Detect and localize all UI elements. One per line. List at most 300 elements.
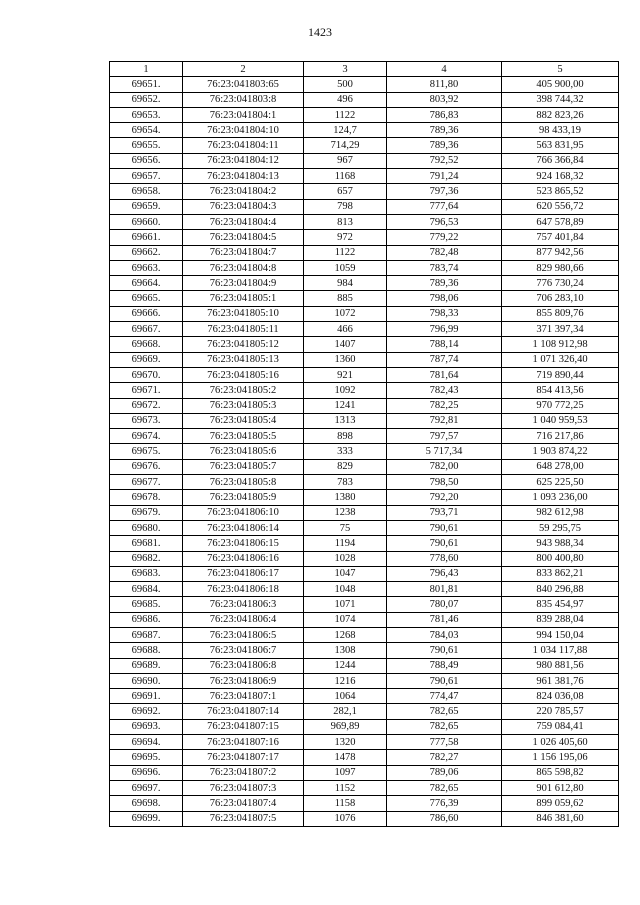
- value-cell: 220 785,57: [502, 704, 619, 719]
- area-cell: 783: [304, 475, 387, 490]
- table-row: [110, 780, 619, 795]
- cadastral-number-cell: 76:23:041806:9: [183, 673, 304, 688]
- cadastral-number-cell: 76:23:041804:4: [183, 214, 304, 229]
- column-header: 1: [110, 62, 183, 77]
- table-row: [110, 536, 619, 551]
- cadastral-number-cell: 76:23:041805:7: [183, 459, 304, 474]
- rate-cell: 789,06: [387, 765, 502, 780]
- table-row: [110, 184, 619, 199]
- rate-cell: 779,22: [387, 230, 502, 245]
- row-number-cell: 69658.: [110, 184, 183, 199]
- row-number-cell: 69691.: [110, 689, 183, 704]
- row-number-cell: 69690.: [110, 673, 183, 688]
- cadastral-number-cell: 76:23:041806:3: [183, 597, 304, 612]
- row-number-cell: 69661.: [110, 230, 183, 245]
- value-cell: 648 278,00: [502, 459, 619, 474]
- cadastral-number-cell: 76:23:041805:1: [183, 291, 304, 306]
- table-row: [110, 735, 619, 750]
- value-cell: 829 980,66: [502, 260, 619, 275]
- rate-cell: 782,27: [387, 750, 502, 765]
- cadastral-number-cell: 76:23:041803:65: [183, 77, 304, 92]
- table-row: [110, 306, 619, 321]
- row-number-cell: 69665.: [110, 291, 183, 306]
- rate-cell: 777,58: [387, 735, 502, 750]
- cadastral-number-cell: 76:23:041806:5: [183, 627, 304, 642]
- table-row: [110, 444, 619, 459]
- table-row: [110, 459, 619, 474]
- table-row: [110, 107, 619, 122]
- rate-cell: 784,03: [387, 627, 502, 642]
- cadastral-number-cell: 76:23:041804:10: [183, 123, 304, 138]
- row-number-cell: 69674.: [110, 429, 183, 444]
- value-cell: 839 288,04: [502, 612, 619, 627]
- area-cell: 714,29: [304, 138, 387, 153]
- area-cell: 1152: [304, 780, 387, 795]
- table-row: [110, 291, 619, 306]
- cadastral-number-cell: 76:23:041805:4: [183, 413, 304, 428]
- row-number-cell: 69693.: [110, 719, 183, 734]
- value-cell: 855 809,76: [502, 306, 619, 321]
- row-number-cell: 69653.: [110, 107, 183, 122]
- area-cell: 1158: [304, 796, 387, 811]
- row-number-cell: 69663.: [110, 260, 183, 275]
- area-cell: 1048: [304, 582, 387, 597]
- row-number-cell: 69652.: [110, 92, 183, 107]
- table-row: [110, 643, 619, 658]
- table-row: [110, 77, 619, 92]
- table-row: [110, 796, 619, 811]
- area-cell: 984: [304, 276, 387, 291]
- cadastral-number-cell: 76:23:041805:12: [183, 337, 304, 352]
- rate-cell: 777,64: [387, 199, 502, 214]
- table-row: [110, 429, 619, 444]
- rate-cell: 789,36: [387, 123, 502, 138]
- row-number-cell: 69684.: [110, 582, 183, 597]
- rate-cell: 797,36: [387, 184, 502, 199]
- table-row: [110, 475, 619, 490]
- row-number-cell: 69672.: [110, 398, 183, 413]
- cadastral-number-cell: 76:23:041805:11: [183, 322, 304, 337]
- rate-cell: 811,80: [387, 77, 502, 92]
- table-row: [110, 367, 619, 382]
- area-cell: 124,7: [304, 123, 387, 138]
- rate-cell: 792,81: [387, 413, 502, 428]
- table-row: [110, 765, 619, 780]
- table-row: [110, 260, 619, 275]
- value-cell: 620 556,72: [502, 199, 619, 214]
- area-cell: 1047: [304, 566, 387, 581]
- cadastral-number-cell: 76:23:041805:5: [183, 429, 304, 444]
- rate-cell: 790,61: [387, 520, 502, 535]
- table-row: [110, 214, 619, 229]
- value-cell: 1 040 959,53: [502, 413, 619, 428]
- value-cell: 840 296,88: [502, 582, 619, 597]
- cadastral-number-cell: 76:23:041806:15: [183, 536, 304, 551]
- area-cell: 1072: [304, 306, 387, 321]
- value-cell: 835 454,97: [502, 597, 619, 612]
- rate-cell: 801,81: [387, 582, 502, 597]
- area-cell: 1308: [304, 643, 387, 658]
- table-row: [110, 704, 619, 719]
- value-cell: 716 217,86: [502, 429, 619, 444]
- value-cell: 901 612,80: [502, 780, 619, 795]
- table-header-row: [110, 62, 619, 77]
- value-cell: 899 059,62: [502, 796, 619, 811]
- row-number-cell: 69651.: [110, 77, 183, 92]
- area-cell: 1097: [304, 765, 387, 780]
- area-cell: 813: [304, 214, 387, 229]
- cadastral-number-cell: 76:23:041804:2: [183, 184, 304, 199]
- rate-cell: 790,61: [387, 536, 502, 551]
- table-row: [110, 750, 619, 765]
- area-cell: 1380: [304, 490, 387, 505]
- column-header: 3: [304, 62, 387, 77]
- value-cell: 1 034 117,88: [502, 643, 619, 658]
- cadastral-number-cell: 76:23:041807:17: [183, 750, 304, 765]
- value-cell: 833 862,21: [502, 566, 619, 581]
- row-number-cell: 69666.: [110, 306, 183, 321]
- value-cell: 882 823,26: [502, 107, 619, 122]
- table-row: [110, 337, 619, 352]
- rate-cell: 797,57: [387, 429, 502, 444]
- value-cell: 1 903 874,22: [502, 444, 619, 459]
- value-cell: 766 366,84: [502, 153, 619, 168]
- cadastral-number-cell: 76:23:041807:3: [183, 780, 304, 795]
- row-number-cell: 69670.: [110, 367, 183, 382]
- table-row: [110, 597, 619, 612]
- area-cell: 1216: [304, 673, 387, 688]
- rate-cell: 787,74: [387, 352, 502, 367]
- value-cell: 854 413,56: [502, 383, 619, 398]
- rate-cell: 803,92: [387, 92, 502, 107]
- column-header: 5: [502, 62, 619, 77]
- rate-cell: 788,49: [387, 658, 502, 673]
- area-cell: 1478: [304, 750, 387, 765]
- value-cell: 371 397,34: [502, 322, 619, 337]
- row-number-cell: 69660.: [110, 214, 183, 229]
- row-number-cell: 69675.: [110, 444, 183, 459]
- area-cell: 282,1: [304, 704, 387, 719]
- row-number-cell: 69682.: [110, 551, 183, 566]
- area-cell: 1238: [304, 505, 387, 520]
- row-number-cell: 69655.: [110, 138, 183, 153]
- row-number-cell: 69694.: [110, 735, 183, 750]
- data-table: [109, 61, 619, 827]
- area-cell: 1071: [304, 597, 387, 612]
- value-cell: 846 381,60: [502, 811, 619, 826]
- table-row: [110, 230, 619, 245]
- area-cell: 1092: [304, 383, 387, 398]
- rate-cell: 788,14: [387, 337, 502, 352]
- cadastral-number-cell: 76:23:041806:4: [183, 612, 304, 627]
- row-number-cell: 69667.: [110, 322, 183, 337]
- table-row: [110, 658, 619, 673]
- rate-cell: 780,07: [387, 597, 502, 612]
- row-number-cell: 69657.: [110, 169, 183, 184]
- area-cell: 1076: [304, 811, 387, 826]
- table-row: [110, 505, 619, 520]
- value-cell: 994 150,04: [502, 627, 619, 642]
- rate-cell: 790,61: [387, 673, 502, 688]
- table-row: [110, 673, 619, 688]
- value-cell: 970 772,25: [502, 398, 619, 413]
- rate-cell: 796,53: [387, 214, 502, 229]
- table-row: [110, 322, 619, 337]
- area-cell: 466: [304, 322, 387, 337]
- cadastral-number-cell: 76:23:041805:10: [183, 306, 304, 321]
- area-cell: 1244: [304, 658, 387, 673]
- rate-cell: 782,65: [387, 780, 502, 795]
- column-header: 2: [183, 62, 304, 77]
- row-number-cell: 69677.: [110, 475, 183, 490]
- cadastral-number-cell: 76:23:041805:9: [183, 490, 304, 505]
- cadastral-number-cell: 76:23:041804:9: [183, 276, 304, 291]
- row-number-cell: 69692.: [110, 704, 183, 719]
- cadastral-number-cell: 76:23:041806:18: [183, 582, 304, 597]
- value-cell: 1 108 912,98: [502, 337, 619, 352]
- value-cell: 877 942,56: [502, 245, 619, 260]
- row-number-cell: 69697.: [110, 780, 183, 795]
- area-cell: 1241: [304, 398, 387, 413]
- area-cell: 657: [304, 184, 387, 199]
- table-row: [110, 352, 619, 367]
- area-cell: 921: [304, 367, 387, 382]
- value-cell: 1 156 195,06: [502, 750, 619, 765]
- rate-cell: 789,36: [387, 138, 502, 153]
- cadastral-number-cell: 76:23:041805:16: [183, 367, 304, 382]
- row-number-cell: 69683.: [110, 566, 183, 581]
- table-row: [110, 413, 619, 428]
- table-row: [110, 520, 619, 535]
- value-cell: 943 988,34: [502, 536, 619, 551]
- value-cell: 706 283,10: [502, 291, 619, 306]
- page-number: 1423: [308, 25, 332, 39]
- value-cell: 523 865,52: [502, 184, 619, 199]
- rate-cell: 798,33: [387, 306, 502, 321]
- value-cell: 759 084,41: [502, 719, 619, 734]
- area-cell: 972: [304, 230, 387, 245]
- table-row: [110, 612, 619, 627]
- table-row: [110, 566, 619, 581]
- column-header: 4: [387, 62, 502, 77]
- cadastral-number-cell: 76:23:041805:3: [183, 398, 304, 413]
- area-cell: 969,89: [304, 719, 387, 734]
- value-cell: 824 036,08: [502, 689, 619, 704]
- table-row: [110, 169, 619, 184]
- area-cell: 496: [304, 92, 387, 107]
- table-row: [110, 123, 619, 138]
- row-number-cell: 69676.: [110, 459, 183, 474]
- rate-cell: 782,00: [387, 459, 502, 474]
- area-cell: 898: [304, 429, 387, 444]
- value-cell: 865 598,82: [502, 765, 619, 780]
- table-row: [110, 276, 619, 291]
- rate-cell: 776,39: [387, 796, 502, 811]
- row-number-cell: 69695.: [110, 750, 183, 765]
- rate-cell: 782,65: [387, 704, 502, 719]
- rate-cell: 798,50: [387, 475, 502, 490]
- area-cell: 1320: [304, 735, 387, 750]
- table-row: [110, 153, 619, 168]
- cadastral-number-cell: 76:23:041807:1: [183, 689, 304, 704]
- value-cell: 719 890,44: [502, 367, 619, 382]
- row-number-cell: 69662.: [110, 245, 183, 260]
- row-number-cell: 69696.: [110, 765, 183, 780]
- table-body: [110, 77, 619, 827]
- row-number-cell: 69699.: [110, 811, 183, 826]
- row-number-cell: 69698.: [110, 796, 183, 811]
- cadastral-number-cell: 76:23:041804:8: [183, 260, 304, 275]
- area-cell: 1313: [304, 413, 387, 428]
- row-number-cell: 69654.: [110, 123, 183, 138]
- row-number-cell: 69685.: [110, 597, 183, 612]
- row-number-cell: 69689.: [110, 658, 183, 673]
- area-cell: 1059: [304, 260, 387, 275]
- area-cell: 1360: [304, 352, 387, 367]
- cadastral-number-cell: 76:23:041805:13: [183, 352, 304, 367]
- cadastral-number-cell: 76:23:041805:2: [183, 383, 304, 398]
- table-row: [110, 245, 619, 260]
- cadastral-number-cell: 76:23:041807:15: [183, 719, 304, 734]
- rate-cell: 790,61: [387, 643, 502, 658]
- row-number-cell: 69678.: [110, 490, 183, 505]
- value-cell: 757 401,84: [502, 230, 619, 245]
- area-cell: 333: [304, 444, 387, 459]
- value-cell: 98 433,19: [502, 123, 619, 138]
- table-row: [110, 383, 619, 398]
- row-number-cell: 69659.: [110, 199, 183, 214]
- value-cell: 647 578,89: [502, 214, 619, 229]
- table-row: [110, 627, 619, 642]
- table-row: [110, 490, 619, 505]
- row-number-cell: 69664.: [110, 276, 183, 291]
- value-cell: 398 744,32: [502, 92, 619, 107]
- rate-cell: 786,83: [387, 107, 502, 122]
- value-cell: 625 225,50: [502, 475, 619, 490]
- value-cell: 800 400,80: [502, 551, 619, 566]
- row-number-cell: 69687.: [110, 627, 183, 642]
- area-cell: 1122: [304, 245, 387, 260]
- cadastral-number-cell: 76:23:041804:5: [183, 230, 304, 245]
- rate-cell: 781,64: [387, 367, 502, 382]
- row-number-cell: 69656.: [110, 153, 183, 168]
- value-cell: 1 093 236,00: [502, 490, 619, 505]
- area-cell: 1407: [304, 337, 387, 352]
- cadastral-number-cell: 76:23:041806:10: [183, 505, 304, 520]
- area-cell: 1122: [304, 107, 387, 122]
- cadastral-number-cell: 76:23:041803:8: [183, 92, 304, 107]
- cadastral-number-cell: 76:23:041804:13: [183, 169, 304, 184]
- rate-cell: 792,52: [387, 153, 502, 168]
- area-cell: 500: [304, 77, 387, 92]
- cadastral-number-cell: 76:23:041807:16: [183, 735, 304, 750]
- cadastral-number-cell: 76:23:041806:16: [183, 551, 304, 566]
- cadastral-number-cell: 76:23:041807:14: [183, 704, 304, 719]
- rate-cell: 793,71: [387, 505, 502, 520]
- cadastral-number-cell: 76:23:041804:12: [183, 153, 304, 168]
- row-number-cell: 69686.: [110, 612, 183, 627]
- rate-cell: 783,74: [387, 260, 502, 275]
- table-row: [110, 92, 619, 107]
- cadastral-number-cell: 76:23:041807:2: [183, 765, 304, 780]
- value-cell: 924 168,32: [502, 169, 619, 184]
- row-number-cell: 69681.: [110, 536, 183, 551]
- table-row: [110, 811, 619, 826]
- row-number-cell: 69668.: [110, 337, 183, 352]
- cadastral-number-cell: 76:23:041804:1: [183, 107, 304, 122]
- table-row: [110, 551, 619, 566]
- cadastral-number-cell: 76:23:041804:3: [183, 199, 304, 214]
- row-number-cell: 69671.: [110, 383, 183, 398]
- area-cell: 885: [304, 291, 387, 306]
- value-cell: 1 071 326,40: [502, 352, 619, 367]
- area-cell: 1074: [304, 612, 387, 627]
- cadastral-number-cell: 76:23:041804:11: [183, 138, 304, 153]
- rate-cell: 5 717,34: [387, 444, 502, 459]
- rate-cell: 781,46: [387, 612, 502, 627]
- rate-cell: 782,48: [387, 245, 502, 260]
- area-cell: 1028: [304, 551, 387, 566]
- row-number-cell: 69669.: [110, 352, 183, 367]
- row-number-cell: 69688.: [110, 643, 183, 658]
- cadastral-number-cell: 76:23:041805:6: [183, 444, 304, 459]
- value-cell: 982 612,98: [502, 505, 619, 520]
- area-cell: 798: [304, 199, 387, 214]
- rate-cell: 796,43: [387, 566, 502, 581]
- rate-cell: 796,99: [387, 322, 502, 337]
- value-cell: 59 295,75: [502, 520, 619, 535]
- table-row: [110, 719, 619, 734]
- row-number-cell: 69673.: [110, 413, 183, 428]
- cadastral-number-cell: 76:23:041807:5: [183, 811, 304, 826]
- cadastral-number-cell: 76:23:041807:4: [183, 796, 304, 811]
- rate-cell: 782,43: [387, 383, 502, 398]
- cadastral-number-cell: 76:23:041806:17: [183, 566, 304, 581]
- rate-cell: 782,25: [387, 398, 502, 413]
- value-cell: 980 881,56: [502, 658, 619, 673]
- cadastral-number-cell: 76:23:041806:7: [183, 643, 304, 658]
- rate-cell: 791,24: [387, 169, 502, 184]
- value-cell: 961 381,76: [502, 673, 619, 688]
- value-cell: 405 900,00: [502, 77, 619, 92]
- rate-cell: 778,60: [387, 551, 502, 566]
- table-row: [110, 689, 619, 704]
- row-number-cell: 69679.: [110, 505, 183, 520]
- value-cell: 1 026 405,60: [502, 735, 619, 750]
- table-row: [110, 398, 619, 413]
- rate-cell: 782,65: [387, 719, 502, 734]
- rate-cell: 789,36: [387, 276, 502, 291]
- area-cell: 75: [304, 520, 387, 535]
- area-cell: 967: [304, 153, 387, 168]
- cadastral-number-cell: 76:23:041804:7: [183, 245, 304, 260]
- rate-cell: 786,60: [387, 811, 502, 826]
- rate-cell: 774,47: [387, 689, 502, 704]
- table-row: [110, 199, 619, 214]
- value-cell: 563 831,95: [502, 138, 619, 153]
- row-number-cell: 69680.: [110, 520, 183, 535]
- rate-cell: 792,20: [387, 490, 502, 505]
- cadastral-number-cell: 76:23:041805:8: [183, 475, 304, 490]
- area-cell: 829: [304, 459, 387, 474]
- area-cell: 1168: [304, 169, 387, 184]
- area-cell: 1194: [304, 536, 387, 551]
- cadastral-number-cell: 76:23:041806:14: [183, 520, 304, 535]
- area-cell: 1064: [304, 689, 387, 704]
- value-cell: 776 730,24: [502, 276, 619, 291]
- table-row: [110, 582, 619, 597]
- cadastral-number-cell: 76:23:041806:8: [183, 658, 304, 673]
